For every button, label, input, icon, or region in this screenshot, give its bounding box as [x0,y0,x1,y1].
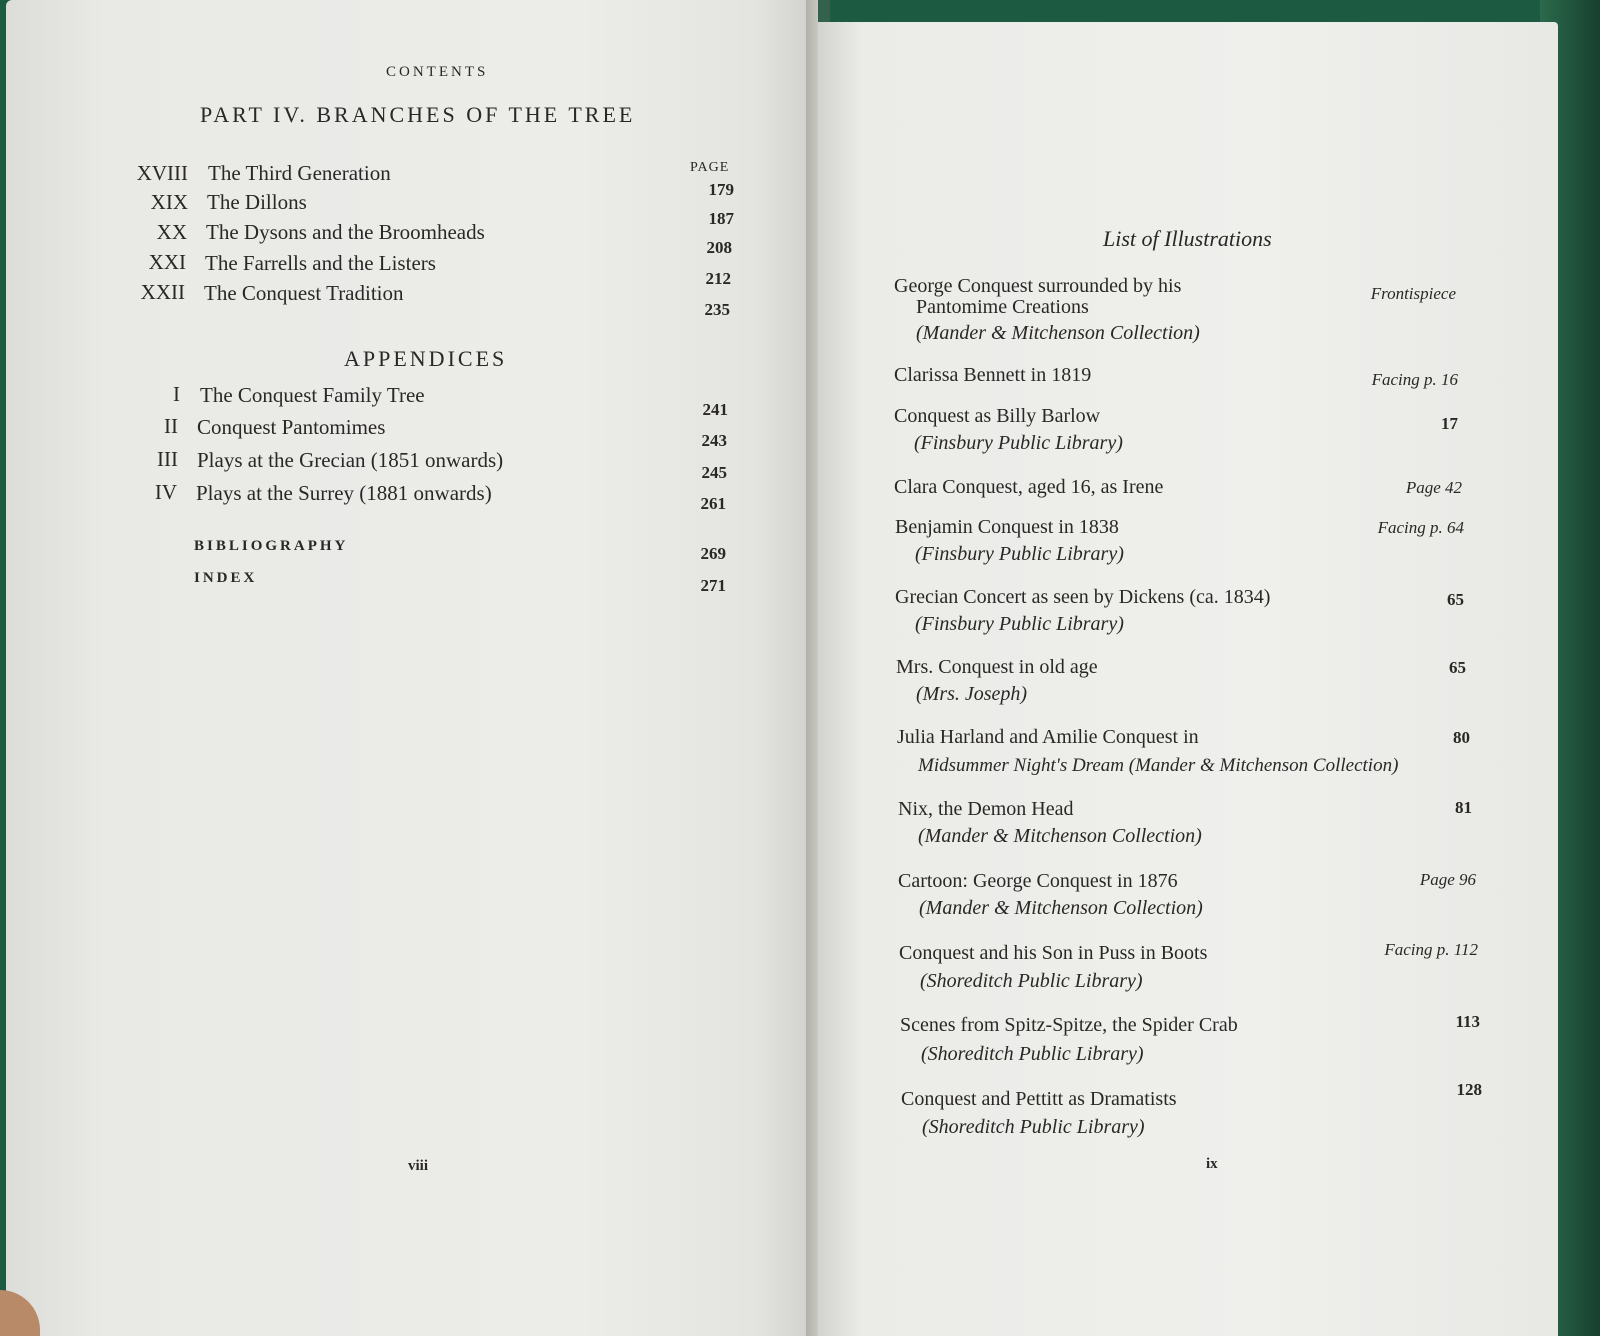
illustration-page: 65 [1449,658,1466,677]
illustration-page: Facing p. 112 [1384,940,1478,959]
chapter-numeral: XX [156,220,187,244]
appendices-heading: APPENDICES [344,346,508,371]
contents-page [6,0,818,1336]
appendix-title: Plays at the Grecian (1851 onwards) [197,448,504,472]
chapter-page: 179 [708,180,734,199]
illustration-page: 81 [1455,798,1472,817]
illustration-page: 17 [1441,414,1458,433]
illustration-title: Mrs. Conquest in old age [896,656,1098,678]
appendix-numeral: II [164,414,178,438]
chapter-numeral: XXI [148,250,186,274]
appendix-title: Plays at the Surrey (1881 onwards) [196,481,492,505]
appendix-numeral: III [157,447,178,471]
chapter-title: The Dillons [207,190,307,214]
chapter-numeral: XVIII [136,161,188,185]
page-column-label: PAGE [690,160,730,175]
appendix-title: The Conquest Family Tree [200,383,425,407]
bibliography-label: BIBLIOGRAPHY [194,538,349,554]
appendix-numeral: I [173,382,180,406]
illustration-title-cont: Pantomime Creations [916,296,1089,318]
illustration-credit: Midsummer Night's Dream (Mander & Mitchenson Collection) [918,755,1399,776]
illustration-credit: (Mander & Mitchenson Collection) [918,825,1202,847]
chapter-numeral: XXII [140,280,185,304]
illustration-page: 65 [1447,590,1464,609]
illustration-page: 128 [1456,1080,1482,1099]
illustration-title: Clarissa Bennett in 1819 [894,364,1092,386]
illustration-title: Julia Harland and Amilie Conquest in [897,726,1199,748]
index-page: 271 [700,576,726,595]
part-title: PART IV. BRANCHES OF THE TREE [200,102,636,127]
illustration-credit: (Finsbury Public Library) [915,543,1124,565]
illustration-page: 113 [1455,1012,1480,1031]
illustration-title: Conquest and Pettitt as Dramatists [901,1088,1177,1110]
illustration-title: Conquest and his Son in Puss in Boots [899,942,1208,964]
chapter-title: The Third Generation [208,161,391,185]
page-folio: ix [1206,1156,1218,1172]
appendix-title: Conquest Pantomimes [197,415,386,439]
chapter-page: 212 [705,269,731,288]
chapter-page: 187 [708,209,734,228]
illustration-title: Scenes from Spitz-Spitze, the Spider Crab [900,1014,1238,1036]
chapter-title: The Conquest Tradition [204,281,404,305]
chapter-title: The Dysons and the Broomheads [206,220,485,244]
appendix-numeral: IV [154,480,177,504]
illustration-title: Clara Conquest, aged 16, as Irene [894,476,1164,498]
illustration-credit: (Mander & Mitchenson Collection) [916,322,1200,344]
appendix-page: 261 [700,494,726,513]
index-label: INDEX [194,570,258,586]
chapter-numeral: XIX [150,190,188,214]
illustration-title: Cartoon: George Conquest in 1876 [898,870,1178,892]
appendix-page: 245 [701,463,727,482]
chapter-title: The Farrells and the Listers [205,251,436,275]
illustration-page: Page 42 [1405,478,1462,497]
illustrations-page [818,22,1558,1336]
illustration-page: Facing p. 64 [1377,518,1464,537]
illustration-title: Grecian Concert as seen by Dickens (ca. 1834) [895,586,1271,608]
appendix-page: 241 [702,400,728,419]
illustration-credit: (Shoreditch Public Library) [922,1116,1145,1138]
chapter-page: 235 [704,300,730,319]
illustration-page: Facing p. 16 [1371,370,1458,389]
list-heading: List of Illustrations [1103,226,1272,251]
bibliography-page: 269 [700,544,726,563]
illustration-title: Nix, the Demon Head [898,798,1074,820]
appendix-page: 243 [701,431,727,450]
illustration-credit: (Finsbury Public Library) [915,613,1124,635]
illustration-page: 80 [1453,728,1470,747]
illustration-title: Conquest as Billy Barlow [894,405,1101,427]
illustration-title: Benjamin Conquest in 1838 [895,516,1119,538]
illustration-page: Frontispiece [1370,284,1456,303]
page-folio: viii [408,1158,429,1174]
illustration-credit: (Finsbury Public Library) [914,432,1123,454]
illustration-credit: (Mrs. Joseph) [916,683,1028,705]
chapter-page: 208 [706,238,732,257]
running-head: CONTENTS [386,64,489,80]
illustration-title: George Conquest surrounded by his [894,275,1182,297]
illustration-credit: (Mander & Mitchenson Collection) [919,897,1203,919]
illustration-credit: (Shoreditch Public Library) [921,1043,1144,1065]
illustration-credit: (Shoreditch Public Library) [920,970,1143,992]
illustration-page: Page 96 [1419,870,1476,889]
